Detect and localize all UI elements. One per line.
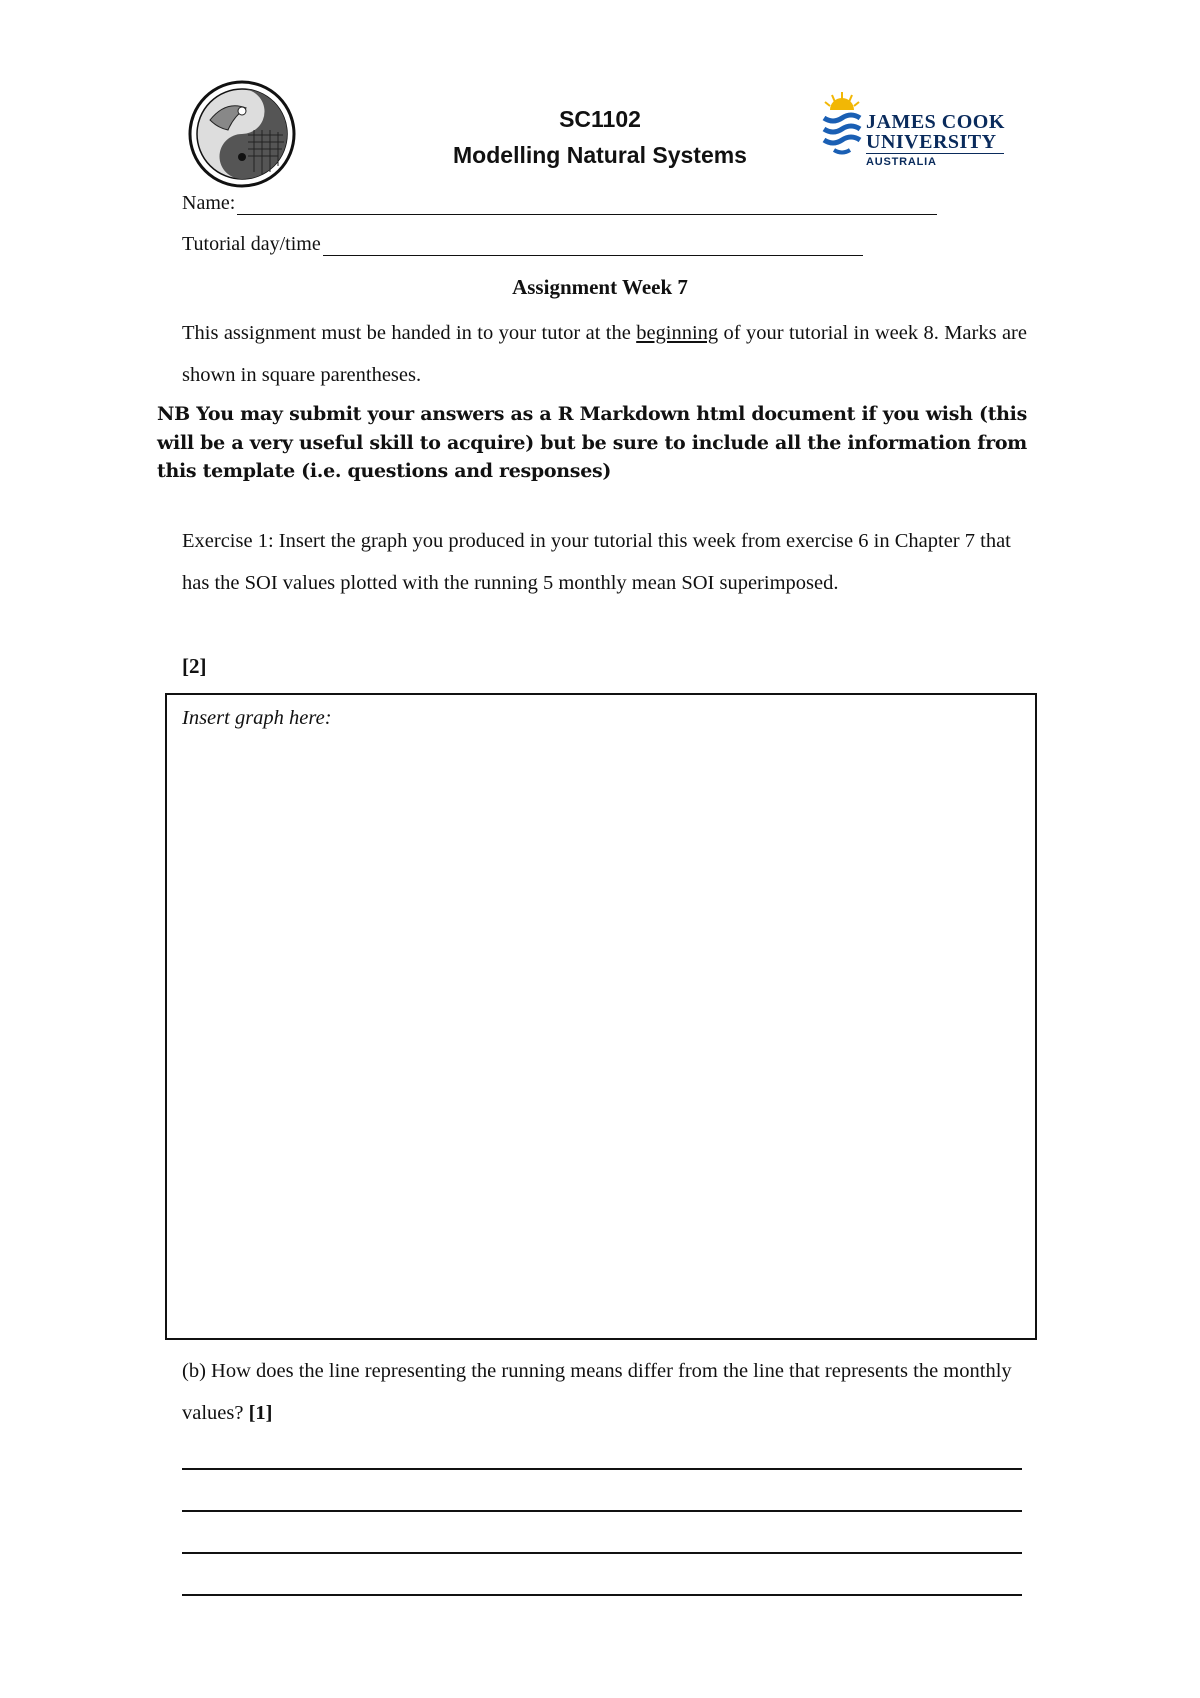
course-name: Modelling Natural Systems	[453, 142, 747, 168]
intro-paragraph	[182, 312, 1027, 396]
answer-line[interactable]	[182, 1468, 1022, 1470]
intro-underlined: beginning	[636, 322, 719, 344]
intro-text-2: of your tutorial in week 8. Marks are shown in square parentheses.	[182, 322, 1027, 386]
logo-line3: AUSTRALIA	[866, 156, 937, 168]
exercise-1-text: Exercise 1: Insert the graph you produced in your tutorial this week from exercise 6 in Chapter 7 that has the SOI values plotted with the running 5 monthly mean SOI superimposed.	[182, 530, 1011, 594]
question-b-marks: [1]	[248, 1402, 273, 1424]
assignment-title: Assignment Week 7	[512, 275, 688, 299]
tutorial-label: Tutorial day/time	[182, 233, 321, 255]
graph-insert-box[interactable]	[165, 693, 1037, 1340]
logo-line2: UNIVERSITY	[866, 131, 997, 153]
name-input-line[interactable]	[237, 196, 937, 215]
answer-line[interactable]	[182, 1594, 1022, 1596]
sun-waves-icon	[820, 90, 864, 160]
nb-note: NB You may submit your answers as a R Markdown html document if you wish (this will be a very useful skill to acquire) but be sure to include all the information from this template (i.e. questions and responses)	[157, 403, 1027, 482]
tutorial-input-line[interactable]	[323, 237, 863, 256]
logo-wordmark	[866, 112, 1005, 152]
question-b	[182, 1350, 1042, 1434]
question-b-text: (b) How does the line representing the running means differ from the line that represents the monthly values?	[182, 1360, 1012, 1424]
intro-text-1: This assignment must be handed in to your tutor at the	[182, 322, 637, 344]
exercise-1-marks: [2]	[182, 654, 207, 678]
logo-rule	[866, 153, 1004, 154]
university-logo	[820, 90, 1010, 170]
graph-placeholder-label: Insert graph here:	[182, 707, 332, 729]
tutorial-field[interactable]	[182, 233, 863, 256]
name-label: Name:	[182, 192, 236, 214]
name-field[interactable]	[182, 192, 937, 215]
answer-line[interactable]	[182, 1552, 1022, 1554]
university-seal	[188, 80, 296, 188]
course-code: SC1102	[559, 106, 641, 132]
logo-line1: JAMES COOK	[866, 111, 1005, 133]
answer-line[interactable]	[182, 1510, 1022, 1512]
